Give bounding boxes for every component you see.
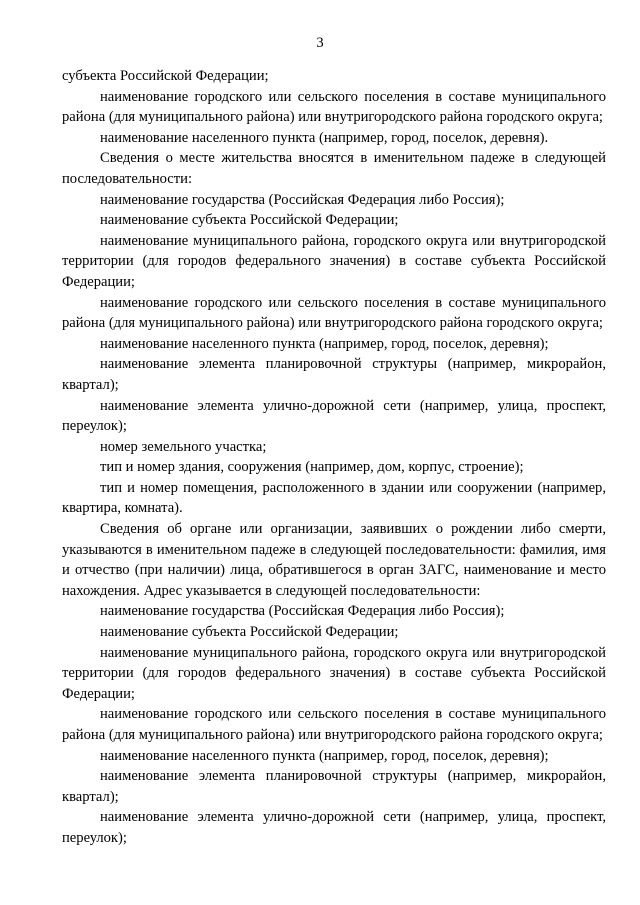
paragraph: наименование городского или сельского поселения в составе муниципального района (для муниципального района) или внутригородского района городского округа; [62,294,606,332]
paragraph: наименование государства (Российская Федерация либо Россия); [100,191,505,208]
paragraph: наименование городского или сельского поселения в составе муниципального района (для муниципального района) или внутригородского района городского округа; [62,88,606,126]
paragraph: Сведения об органе или организации, заявивших о рождении либо смерти, указываются в именительном падеже в следующей последовательности: фамилия, имя и отчество (при наличии) лица, обратившегося в орган ЗАГС, наименование и место нахождения. Адрес указывается в следующей последовательности: [62,521,606,599]
paragraph: наименование населенного пункта (например, город, поселок, деревня); [100,747,549,764]
paragraph: наименование населенного пункта (например, город, поселок, деревня). [100,129,549,146]
paragraph: наименование субъекта Российской Федерации; [100,624,399,641]
paragraph: наименование муниципального района, городского округа или внутригородской территории (для городов федерального значения) в составе субъекта Российской Федерации; [62,232,606,290]
paragraph: тип и номер помещения, расположенного в здании или сооружении (например, квартира, комната). [62,479,606,517]
paragraph: наименование городского или сельского поселения в составе муниципального района (для муниципального района) или внутригородского района городского округа; [62,706,606,743]
paragraph: наименование элемента улично-дорожной сети (например, улица, проспект, переулок); [62,809,606,846]
paragraph: наименование государства (Российская Федерация либо Россия); [100,603,505,620]
page-number: 3 [316,35,324,51]
paragraph: тип и номер здания, сооружения (например, дом, корпус, строение); [100,459,524,476]
paragraph: наименование населенного пункта (например, город, поселок, деревня); [100,335,549,352]
paragraph: наименование элемента планировочной структуры (например, микрорайон, квартал); [62,356,606,393]
paragraph: наименование субъекта Российской Федерации; [100,212,399,229]
paragraph: наименование муниципального района, городского округа или внутригородской территории (для городов федерального значения) в составе субъекта Российской Федерации; [62,644,606,702]
paragraph: номер земельного участка; [100,438,267,455]
paragraph: субъекта Российской Федерации; [62,68,269,84]
paragraph: наименование элемента улично-дорожной сети (например, улица, проспект, переулок); [62,397,606,435]
document-body [62,66,606,849]
paragraph: наименование элемента планировочной структуры (например, микрорайон, квартал); [62,768,606,805]
paragraph: Сведения о месте жительства вносятся в именительном падеже в следующей последовательности: [62,150,606,187]
